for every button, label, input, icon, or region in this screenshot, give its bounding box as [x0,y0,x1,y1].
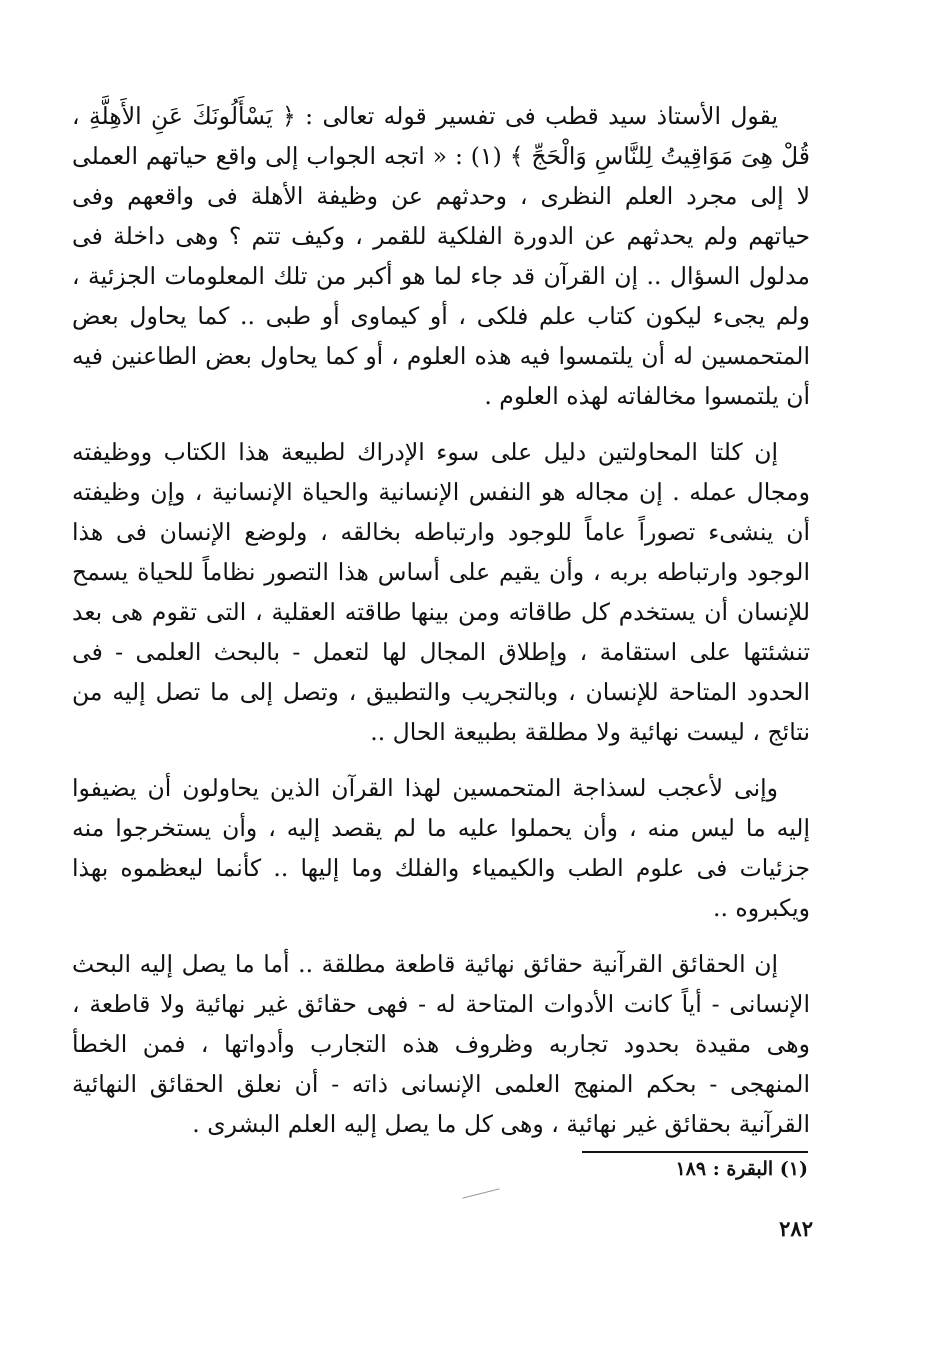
footnote: (١) البقرة : ١٨٩ [675,1158,808,1180]
paragraph-1: يقول الأستاذ سيد قطب فى تفسير قوله تعالى : ﴿ يَسْأَلُونَكَ عَنِ الأَهِلَّةِ ، قُلْ هِىَ مَوَاقِيتُ لِلنَّاسِ وَالْحَجِّ ﴾ (١) : « اتجه الجواب إلى واقع حياتهم العملى لا إلى مجرد العلم النظرى ، وحدثهم عن وظيفة الأهلة فى واقعهم وفى حياتهم ولم يحدثهم عن الدورة الفلكية للقمر ، وكيف تتم ؟ وهى داخلة فى مدلول السؤال .. إن القرآن قد جاء لما هو أكبر من تلك المعلومات الجزئية ، ولم يجىء ليكون كتاب علم فلكى ، أو كيماوى أو طبى .. كما يحاول بعض المتحمسين له أن يلتمسوا فيه هذه العلوم ، أو كما يحاول بعض الطاعنين فيه أن يلتمسوا مخالفاته لهذه العلوم . [72,102,810,410]
scan-speck [462,1188,499,1198]
paragraph-4: إن الحقائق القرآنية حقائق نهائية قاطعة مطلقة .. أما ما يصل إليه البحث الإنسانى - أياً كانت الأدوات المتاحة له - فهى حقائق غير نهائية ولا قاطعة ، وهى مقيدة بحدود تجاربه وظروف هذه التجارب وأدواتها ، فمن الخطأ المنهجى - بحكم المنهج العلمى الإنسانى ذاته - أن نعلق الحقائق النهائية القرآنية بحقائق غير نهائية ، وهى كل ما يصل إليه العلم البشرى . [72,950,810,1138]
page-body [72,96,810,1144]
paragraph-2: إن كلتا المحاولتين دليل على سوء الإدراك لطبيعة هذا الكتاب ووظيفته ومجال عمله . إن مجاله هو النفس الإنسانية والحياة الإنسانية ، وإن وظيفته أن ينشىء تصوراً عاماً للوجود وارتباطه بخالقه ، ولوضع الإنسان فى هذا الوجود وارتباطه بربه ، وأن يقيم على أساس هذا التصور نظاماً للحياة يسمح للإنسان أن يستخدم كل طاقاته ومن بينها طاقته العقلية ، التى تقوم هى بعد تنشئتها على استقامة ، وإطلاق المجال لها لتعمل - بالبحث العلمى - فى الحدود المتاحة للإنسان ، وبالتجريب والتطبيق ، وتصل إلى ما تصل إليه من نتائج ، ليست نهائية ولا مطلقة بطبيعة الحال .. [72,438,810,746]
paragraph-3: وإنى لأعجب لسذاجة المتحمسين لهذا القرآن الذين يحاولون أن يضيفوا إليه ما ليس منه ، وأن يحملوا عليه ما لم يقصد إليه ، وأن يستخرجوا منه جزئيات فى علوم الطب والكيمياء والفلك وما إليها .. كأنما ليعظموه بهذا ويكبروه .. [72,774,810,922]
page-number: ٢٨٢ [779,1216,813,1241]
footnote-divider [582,1151,808,1153]
